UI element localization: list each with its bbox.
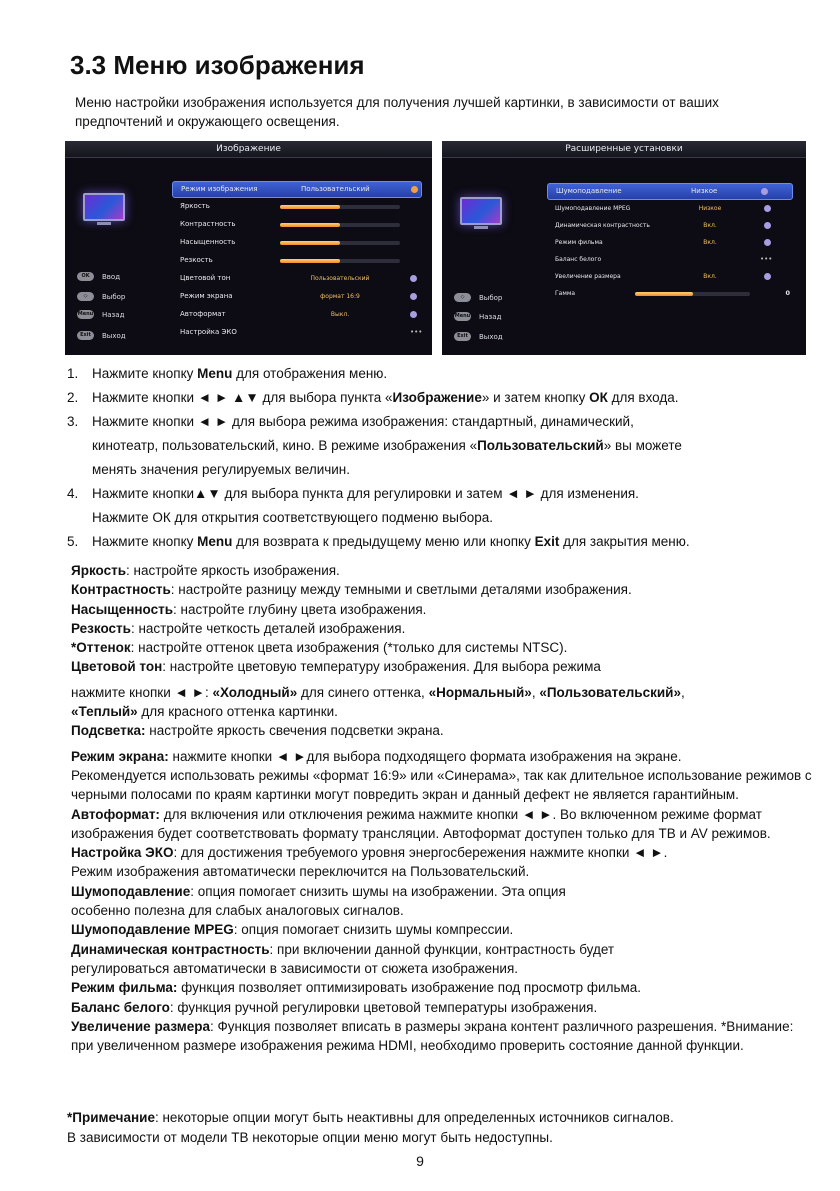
menu-row-picture-mode[interactable]: Режим изображения Пользовательский [172, 181, 422, 198]
def-eco-more: Режим изображения автоматически переключится на Пользовательский. [71, 864, 530, 880]
menu-row-gamma[interactable]: Гамма 0 [555, 289, 790, 297]
contrast-slider[interactable] [280, 223, 400, 227]
def-white-balance: Баланс белого: функция ручной регулировки цветовой температуры изображения. [71, 999, 598, 1015]
gamma-slider[interactable] [635, 292, 750, 296]
arrows-key-icon: ◇ [77, 292, 94, 301]
page-number: 9 [416, 1153, 424, 1169]
more-icon: ••• [760, 255, 773, 263]
note-line-1: *Примечание: некоторые опции могут быть неактивны для определенных источников сигналов. [67, 1110, 674, 1125]
intro-paragraph: Меню настройки изображения используется для получения лучшей картинки, в зависимости от ваших предпочтений и окружающего освещения. [75, 95, 719, 129]
option-icon [764, 273, 771, 280]
menu-row-white-balance[interactable]: Баланс белого ••• [547, 252, 772, 267]
def-dyn-contrast: Динамическая контрастность: при включении данной функции, контрастность будет [71, 941, 615, 957]
ok-key-icon: OK [77, 272, 94, 281]
tv-icon [83, 193, 125, 221]
def-color-tone-options: нажмите кнопки ◄ ►: «Холодный» для синего оттенка, «Нормальный», «Пользовательский», [71, 684, 685, 700]
option-icon [410, 293, 417, 300]
legend-ok: OK Ввод [77, 272, 120, 281]
menu-row-noise-reduction[interactable]: Шумоподавление Низкое [547, 183, 793, 200]
option-icon [410, 275, 417, 282]
def-saturation: Насыщенность: настройте глубину цвета изображения. [71, 601, 427, 617]
note [67, 1108, 817, 1147]
menu-key-icon: Menu [454, 313, 471, 319]
picture-menu-title: Изображение [65, 141, 432, 158]
def-screen-mode-more: Рекомендуется использовать режимы «формат 16:9» или «Синерама», так как длительное использование режимов с черными полосами по краям картинки могут повредить экран и данный дефект не является гарантийным. [71, 767, 812, 803]
def-autoformat: Автоформат: для включения или отключения режима нажмите кнопки ◄ ►. Во включенном режиме формат изображения будет соответствовать формату трансляции. Автоформат доступен только для ТВ и AV режимов. [71, 806, 771, 841]
menu-row-film-mode[interactable]: Режим фильма Вкл. [547, 235, 771, 250]
step-3: 3. Нажмите кнопки ◄ ► для выбора режима изображения: стандартный, динамический, [67, 414, 634, 429]
option-icon [411, 186, 418, 193]
def-noise-more: особенно полезна для слабых аналоговых сигналов. [71, 903, 404, 919]
step-3-cont: кинотеатр, пользовательский, кино. В режиме изображения «Пользовательский» вы можете [92, 438, 682, 453]
definitions [71, 561, 816, 1055]
legend-select: ◇ Выбор [77, 292, 125, 301]
menu-key-icon: Menu [77, 311, 94, 317]
menu-row-screen-mode[interactable]: Режим экрана формат 16:9 [172, 289, 417, 304]
option-icon [764, 239, 771, 246]
def-backlight: Подсветка: настройте яркость свечения подсветки экрана. [71, 723, 444, 739]
saturation-slider[interactable] [280, 241, 400, 245]
option-icon [410, 311, 417, 318]
menu-row-color-tone[interactable]: Цветовой тон Пользовательский [172, 271, 417, 286]
menu-row-autoformat[interactable]: Автоформат Выкл. [172, 307, 417, 322]
def-eco: Настройка ЭКО: для достижения требуемого уровня энергосбережения нажмите кнопки ◄ ►. [71, 845, 668, 861]
menu-row-contrast[interactable]: Контрастность [172, 217, 452, 232]
step-2: 2. Нажмите кнопки ◄ ► ▲▼ для выбора пункта «Изображение» и затем кнопку ОК для входа. [67, 390, 679, 405]
brightness-slider[interactable] [280, 205, 400, 209]
sharpness-slider[interactable] [280, 259, 400, 263]
def-noise: Шумоподавление: опция помогает снизить шумы на изображении. Эта опция [71, 883, 566, 899]
legend-back: Menu Назад [77, 310, 125, 319]
menu-row-dynamic-contrast[interactable]: Динамическая контрастность Вкл. [547, 218, 771, 233]
legend-exit: Exit Выход [454, 332, 503, 341]
def-zoom: Увеличение размера: Функция позволяет вписать в размеры экрана контент различного разрешения. *Внимание: при увеличенном размере изображения режима HDMI, необходимо проверить состояние данной функции. [71, 1018, 794, 1054]
def-color-tone-warm: «Теплый» для красного оттенка картинки. [71, 704, 338, 720]
def-brightness: Яркость: настройте яркость изображения. [71, 563, 340, 578]
legend-back: Menu Назад [454, 312, 502, 321]
instruction-steps [67, 362, 812, 554]
legend-exit: Exit Выход [77, 331, 126, 340]
tv-icon [460, 197, 502, 225]
option-icon [764, 205, 771, 212]
picture-menu-screenshot [65, 141, 432, 355]
option-icon [761, 188, 768, 195]
arrows-key-icon: ◇ [454, 293, 471, 302]
advanced-menu-title: Расширенные установки [442, 141, 806, 158]
menu-row-brightness[interactable]: Яркость [172, 199, 452, 214]
legend-select: ◇ Выбор [454, 293, 502, 302]
step-4: 4. Нажмите кнопки▲▼ для выбора пункта для регулировки и затем ◄ ► для изменения. [67, 486, 639, 501]
step-1: 1. Нажмите кнопку Menu для отображения меню. [67, 366, 388, 381]
step-5: 5. Нажмите кнопку Menu для возврата к предыдущему меню или кнопку Exit для закрытия меню. [67, 534, 690, 549]
note-line-2: В зависимости от модели ТВ некоторые опции меню могут быть недоступны. [67, 1129, 553, 1145]
def-tint: *Оттенок: настройте оттенок цвета изображения (*только для системы NTSC). [71, 640, 568, 656]
def-sharpness: Резкость: настройте четкость деталей изображения. [71, 620, 406, 636]
menu-row-eco[interactable]: Настройка ЭКО ••• [172, 325, 422, 340]
exit-key-icon: Exit [454, 332, 471, 341]
def-contrast: Контрастность: настройте разницу между темными и светлыми деталями изображения. [71, 582, 632, 598]
page-title: 3.3 Меню изображения [70, 50, 365, 80]
def-dyn-contrast-more: регулироваться автоматически в зависимости от сюжета изображения. [71, 960, 519, 976]
def-screen-mode: Режим экрана: нажмите кнопки ◄ ►для выбора подходящего формата изображения на экране. [71, 748, 682, 764]
step-3-cont2: менять значения регулируемых величин. [92, 462, 351, 477]
exit-key-icon: Exit [77, 331, 94, 340]
option-icon [764, 222, 771, 229]
menu-row-zoom[interactable]: Увеличение размера Вкл. [547, 269, 771, 284]
def-film-mode: Режим фильма: функция позволяет оптимизировать изображение под просмотр фильма. [71, 980, 642, 996]
menu-row-saturation[interactable]: Насыщенность [172, 235, 452, 250]
more-icon: ••• [410, 328, 423, 336]
menu-row-sharpness[interactable]: Резкость [172, 253, 452, 268]
advanced-settings-screenshot [442, 141, 806, 355]
menu-row-mpeg-nr[interactable]: Шумоподавление MPEG Низкое [547, 201, 771, 216]
def-mpeg: Шумоподавление MPEG: опция помогает снизить шумы компрессии. [71, 922, 514, 938]
def-color-tone: Цветовой тон: настройте цветовую температуру изображения. Для выбора режима [71, 659, 601, 675]
step-4-cont: Нажмите ОК для открытия соответствующего подменю выбора. [92, 510, 493, 525]
